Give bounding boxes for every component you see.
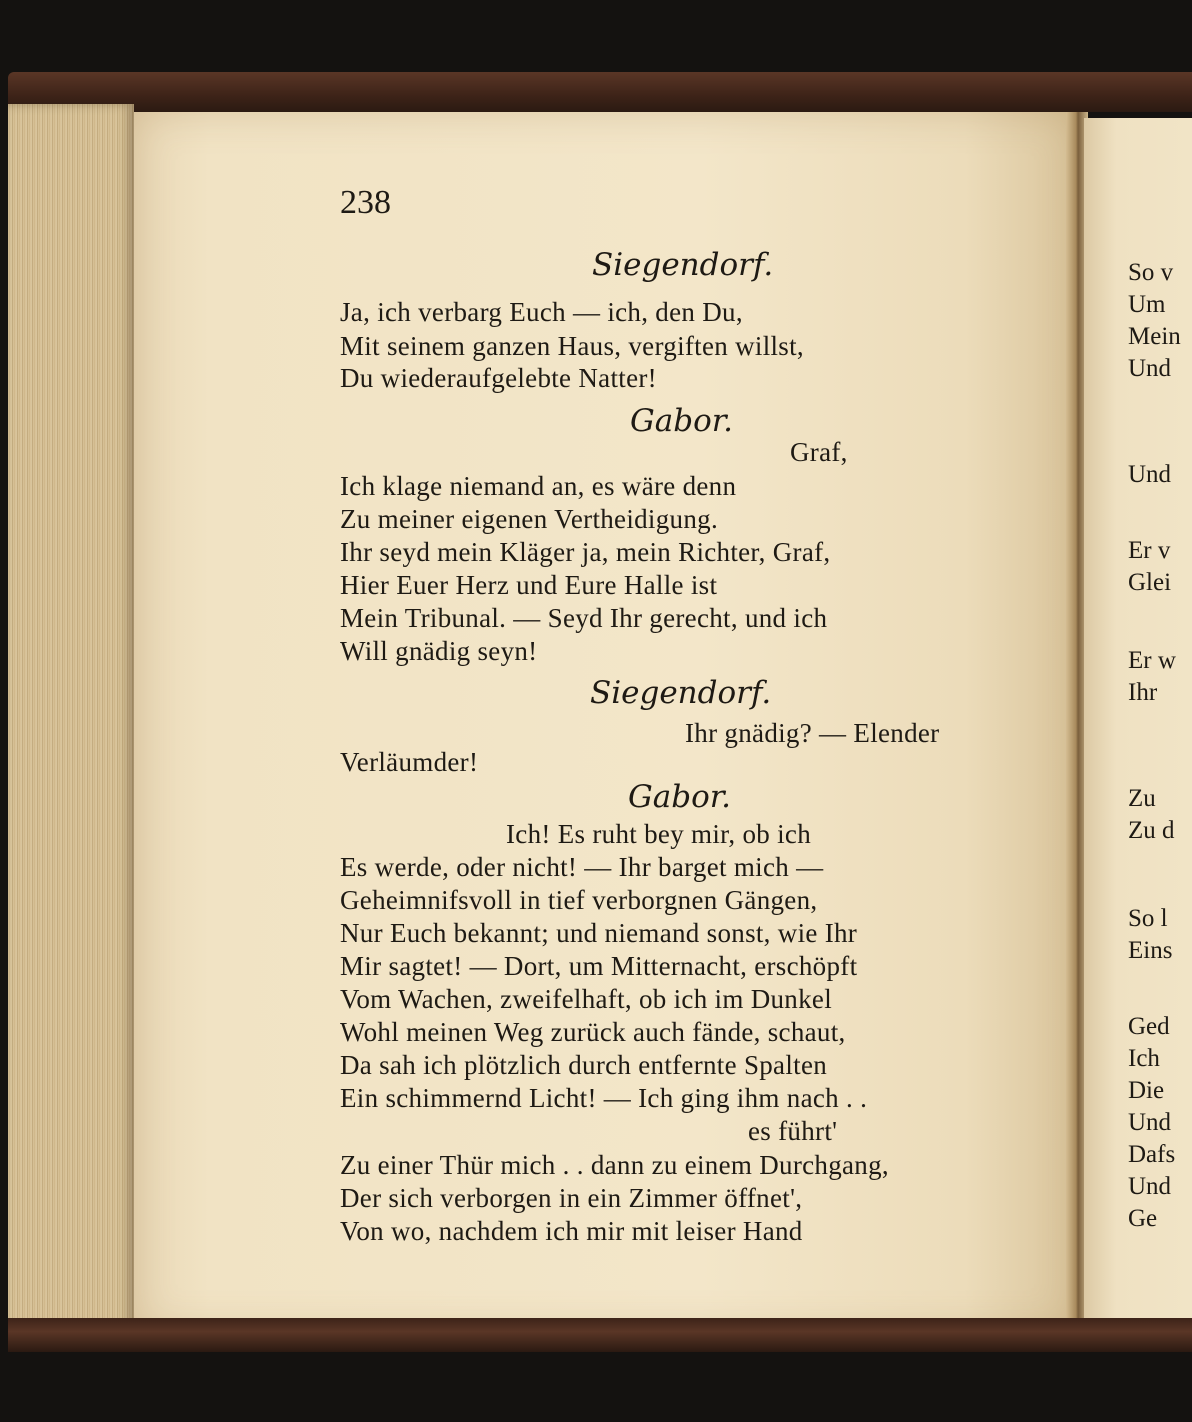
right-page (1084, 118, 1192, 1328)
facing-page-fragment: Er v (1128, 537, 1171, 564)
verse-line: Hier Euer Herz und Eure Halle ist (340, 570, 718, 600)
facing-page-fragment: Zu (1128, 785, 1156, 812)
facing-page-fragment: So v (1128, 259, 1174, 286)
verse-line: Geheimnifsvoll in tief verborgnen Gängen, (340, 885, 818, 915)
facing-page-fragment: Ge (1128, 1205, 1158, 1232)
verse-line: Verläumder! (340, 747, 479, 777)
facing-page-fragment: Ged (1128, 1013, 1170, 1040)
speaker-name: Gabor. (628, 779, 732, 815)
book-cover-top (8, 72, 1192, 112)
speaker-name: Gabor. (630, 403, 734, 439)
facing-page-fragment: Die (1128, 1077, 1165, 1104)
page-edges (8, 104, 134, 1336)
verse-line: Von wo, nachdem ich mir mit leiser Hand (340, 1216, 803, 1246)
verse-line: Ein schimmernd Licht! — Ich ging ihm nach . . (340, 1083, 868, 1113)
verse-line: Ihr gnädig? — Elender (685, 718, 940, 748)
page-number: 238 (340, 184, 391, 221)
facing-page-fragment: Und (1128, 461, 1172, 488)
facing-page-fragment: Mein (1128, 323, 1181, 350)
verse-line: Zu meiner eigenen Vertheidigung. (340, 504, 718, 534)
facing-page-fragment: Und (1128, 1109, 1172, 1136)
facing-page-fragment: Eins (1128, 937, 1173, 964)
verse-line: Nur Euch bekannt; und niemand sonst, wie Ihr (340, 918, 858, 948)
speaker-name: Siegendorf. (590, 675, 772, 711)
speaker-name: Siegendorf. (592, 247, 774, 283)
verse-line: Der sich verborgen in ein Zimmer öffnet', (340, 1183, 803, 1213)
verse-line: Mir sagtet! — Dort, um Mitternacht, erschöpft (340, 951, 858, 981)
verse-line: Ich klage niemand an, es wäre denn (340, 471, 737, 501)
verse-line: Mein Tribunal. — Seyd Ihr gerecht, und ich (340, 603, 828, 633)
facing-page-fragment: Zu d (1128, 817, 1175, 844)
facing-page-fragment: Und (1128, 355, 1172, 382)
verse-line: Wohl meinen Weg zurück auch fände, schaut, (340, 1017, 846, 1047)
verse-line: Vom Wachen, zweifelhaft, ob ich im Dunkel (340, 984, 832, 1014)
facing-page-fragment: So l (1128, 905, 1168, 932)
verse-line: Ich! Es ruht bey mir, ob ich (506, 819, 811, 849)
facing-page-fragment: Um (1128, 291, 1166, 318)
verse-line: Du wiederaufgelebte Natter! (340, 363, 657, 393)
verse-line: Ihr seyd mein Kläger ja, mein Richter, Graf, (340, 537, 831, 567)
facing-page-fragment: Ihr (1128, 679, 1158, 706)
book-cover-bottom (8, 1318, 1192, 1352)
facing-page-fragment: Glei (1128, 569, 1172, 596)
facing-page-fragment: Dafs (1128, 1141, 1176, 1168)
verse-line: Ja, ich verbarg Euch — ich, den Du, (340, 297, 743, 327)
verse-line: Graf, (790, 437, 848, 467)
verse-line: Es werde, oder nicht! — Ihr barget mich — (340, 852, 824, 882)
verse-line: Mit seinem ganzen Haus, vergiften willst, (340, 331, 804, 361)
verse-line: Will gnädig seyn! (340, 636, 538, 666)
verse-line: es führt' (748, 1116, 838, 1146)
facing-page-fragment: Und (1128, 1173, 1172, 1200)
facing-page-fragment: Er w (1128, 647, 1176, 674)
facing-page-fragment: Ich (1128, 1045, 1160, 1072)
verse-line: Da sah ich plötzlich durch entfernte Spalten (340, 1050, 828, 1080)
verse-line: Zu einer Thür mich . . dann zu einem Durchgang, (340, 1150, 889, 1180)
